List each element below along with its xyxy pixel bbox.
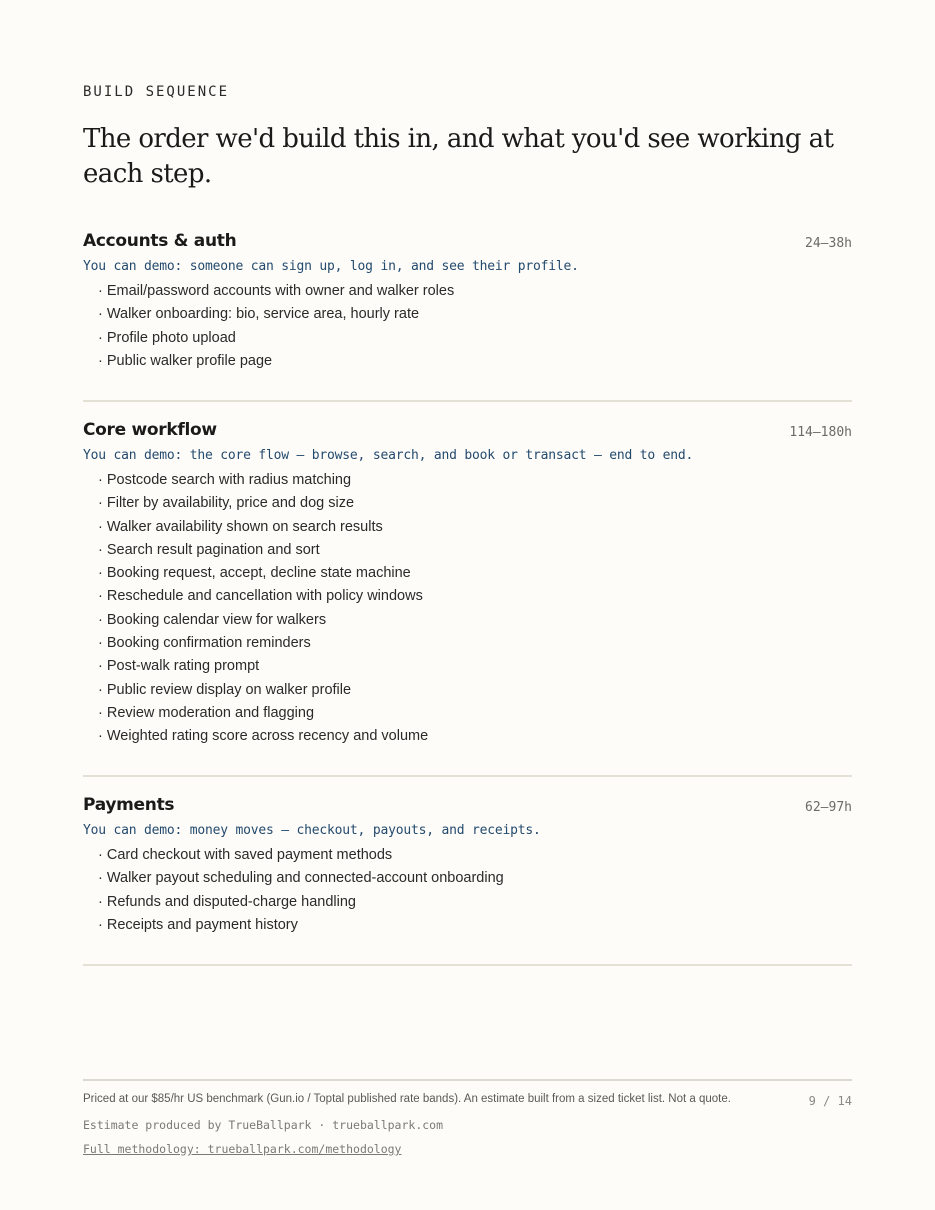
phase-header	[83, 231, 852, 255]
list-item: · Reschedule and cancellation with policy windows	[98, 585, 852, 608]
list-item: · Search result pagination and sort	[98, 539, 852, 562]
list-item: · Receipts and payment history	[98, 914, 852, 937]
phase-title: Core workflow	[83, 420, 217, 440]
list-item: · Booking request, accept, decline state machine	[98, 562, 852, 585]
page-title: The order we'd build this in, and what you'd see working at each step.	[83, 124, 834, 189]
list-item: · Walker availability shown on search results	[98, 516, 852, 539]
list-item: · Postcode search with radius matching	[98, 469, 852, 492]
phase-core-workflow	[83, 420, 852, 749]
phase-header	[83, 420, 852, 444]
section-eyebrow: BUILD SEQUENCE	[83, 84, 230, 100]
phase-demo: You can demo: someone can sign up, log in, and see their profile.	[83, 259, 579, 274]
page-number: 9 / 14	[808, 1094, 852, 1108]
list-item: · Email/password accounts with owner and walker roles	[98, 280, 852, 303]
list-item: · Walker onboarding: bio, service area, hourly rate	[98, 303, 852, 326]
list-item: · Booking calendar view for walkers	[98, 609, 852, 632]
methodology-link[interactable]: Full methodology: trueballpark.com/methodology	[83, 1142, 402, 1156]
list-item: · Public review display on walker profile	[98, 679, 852, 702]
section-divider	[83, 400, 852, 402]
pricing-footnote: Priced at our $85/hr US benchmark (Gun.io / Toptal published rate bands). An estimate built from a sized ticket list. Not a quote.	[83, 1093, 731, 1105]
phase-hours: 114–180h	[789, 425, 852, 440]
phase-header	[83, 795, 852, 819]
phase-demo: You can demo: money moves — checkout, payouts, and receipts.	[83, 823, 541, 838]
phase-accounts-auth	[83, 231, 852, 373]
phase-hours: 24–38h	[805, 236, 852, 251]
list-item: · Review moderation and flagging	[98, 702, 852, 725]
phase-item-list	[98, 844, 852, 937]
phase-title: Accounts & auth	[83, 231, 237, 251]
phase-title: Payments	[83, 795, 175, 815]
list-item: · Post-walk rating prompt	[98, 655, 852, 678]
list-item: · Profile photo upload	[98, 327, 852, 350]
phase-hours: 62–97h	[805, 800, 852, 815]
list-item: · Filter by availability, price and dog size	[98, 492, 852, 515]
list-item: · Public walker profile page	[98, 350, 852, 373]
phase-item-list	[98, 280, 852, 373]
footer-divider	[83, 1079, 852, 1081]
phase-item-list	[98, 469, 852, 749]
list-item: · Refunds and disputed-charge handling	[98, 891, 852, 914]
phase-payments	[83, 795, 852, 937]
list-item: · Weighted rating score across recency and volume	[98, 725, 852, 748]
section-divider	[83, 775, 852, 777]
list-item: · Booking confirmation reminders	[98, 632, 852, 655]
phase-demo: You can demo: the core flow — browse, search, and book or transact — end to end.	[83, 448, 694, 463]
producer-credit: Estimate produced by TrueBallpark · trueballpark.com	[83, 1118, 444, 1132]
list-item: · Card checkout with saved payment methods	[98, 844, 852, 867]
section-divider	[83, 964, 852, 966]
list-item: · Walker payout scheduling and connected-account onboarding	[98, 867, 852, 890]
